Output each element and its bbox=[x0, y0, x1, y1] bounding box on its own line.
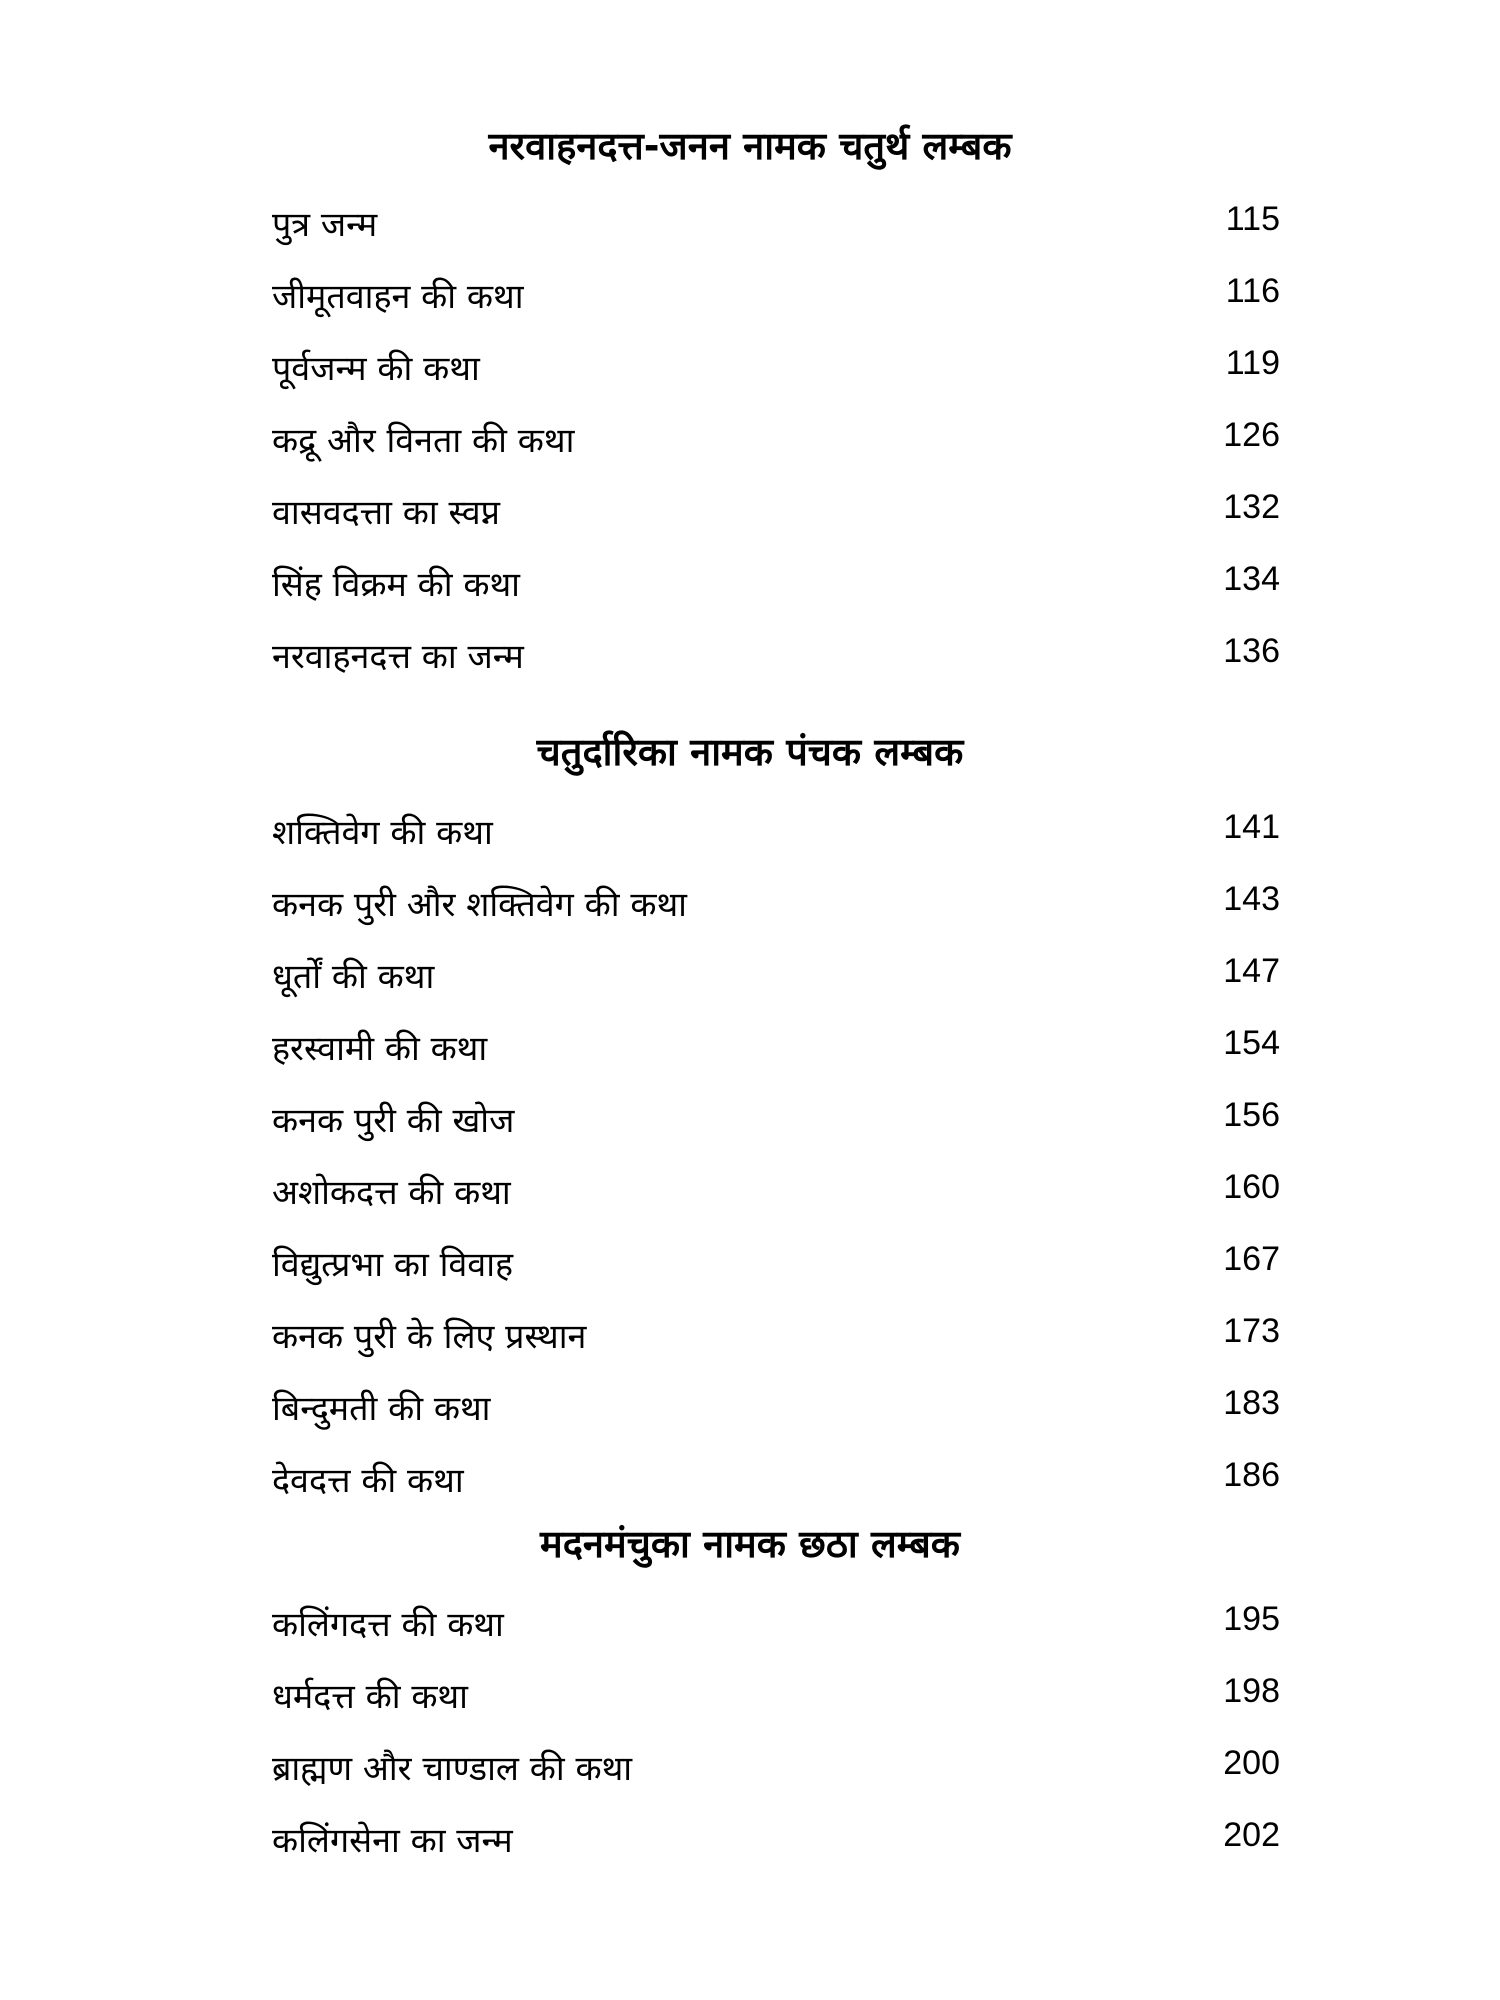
toc-entry bbox=[272, 1452, 1280, 1508]
toc-entry bbox=[272, 948, 1280, 1004]
toc-entry bbox=[272, 1236, 1280, 1292]
toc-entry-title: पुत्र जन्म bbox=[272, 205, 378, 245]
toc-entry-page-number: 156 bbox=[1223, 1096, 1280, 1134]
toc-entry-title: कनक पुरी और शक्तिवेग की कथा bbox=[272, 885, 687, 925]
toc-entry-page-number: 126 bbox=[1223, 416, 1280, 454]
toc-entry-title: अशोकदत्त की कथा bbox=[272, 1173, 511, 1213]
toc-entry-title: कनक पुरी की खोज bbox=[272, 1101, 515, 1141]
toc-entry-title: जीमूतवाहन की कथा bbox=[272, 277, 524, 317]
toc-entry-page-number: 115 bbox=[1225, 200, 1280, 238]
toc-entry-title: कद्रू और विनता की कथा bbox=[272, 421, 575, 461]
toc-entry-title: कलिंगदत्त की कथा bbox=[272, 1605, 504, 1645]
toc-entry-title: नरवाहनदत्त का जन्म bbox=[272, 637, 524, 677]
toc-entry-title: शक्तिवेग की कथा bbox=[272, 813, 493, 853]
toc-entry bbox=[272, 1380, 1280, 1436]
toc-entry bbox=[272, 1596, 1280, 1652]
toc-entry-page-number: 116 bbox=[1225, 272, 1280, 310]
section-title: मदनमंचुका नामक छठा लम्बक bbox=[540, 1522, 960, 1566]
toc-entry-page-number: 119 bbox=[1225, 344, 1280, 382]
toc-entry-page-number: 198 bbox=[1223, 1672, 1280, 1710]
toc-entry-page-number: 136 bbox=[1223, 632, 1280, 670]
toc-entry-title: सिंह विक्रम की कथा bbox=[272, 565, 520, 605]
toc-entry bbox=[272, 268, 1280, 324]
toc-entry-page-number: 141 bbox=[1223, 808, 1280, 846]
toc-entry-title: विद्युत्प्रभा का विवाह bbox=[272, 1245, 514, 1285]
toc-entry bbox=[272, 1668, 1280, 1724]
section-title: नरवाहनदत्त-जनन नामक चतुर्थ लम्बक bbox=[488, 124, 1012, 168]
toc-entry-title: धर्मदत्त की कथा bbox=[272, 1677, 468, 1717]
toc-entry-page-number: 195 bbox=[1223, 1600, 1280, 1638]
toc-entry-page-number: 183 bbox=[1223, 1384, 1280, 1422]
toc-entry bbox=[272, 1812, 1280, 1868]
toc-entry-title: देवदत्त की कथा bbox=[272, 1461, 464, 1501]
toc-entry-page-number: 200 bbox=[1223, 1744, 1280, 1782]
toc-entry-page-number: 173 bbox=[1223, 1312, 1280, 1350]
toc-entry bbox=[272, 196, 1280, 252]
toc-entry bbox=[272, 1020, 1280, 1076]
toc-entry-page-number: 160 bbox=[1223, 1168, 1280, 1206]
toc-entry bbox=[272, 1740, 1280, 1796]
toc-entry bbox=[272, 556, 1280, 612]
toc-entry bbox=[272, 876, 1280, 932]
toc-entry-title: हरस्वामी की कथा bbox=[272, 1029, 488, 1069]
toc-entry-title: ब्राह्मण और चाण्डाल की कथा bbox=[272, 1749, 633, 1789]
toc-entry-title: कनक पुरी के लिए प्रस्थान bbox=[272, 1317, 587, 1357]
toc-entry bbox=[272, 628, 1280, 684]
toc-entry-page-number: 134 bbox=[1223, 560, 1280, 598]
toc-entry-title: कलिंगसेना का जन्म bbox=[272, 1821, 513, 1861]
toc-entry bbox=[272, 484, 1280, 540]
toc-entry bbox=[272, 1164, 1280, 1220]
toc-entry bbox=[272, 1308, 1280, 1364]
toc-entry bbox=[272, 804, 1280, 860]
toc-entry-title: वासवदत्ता का स्वप्न bbox=[272, 493, 500, 533]
toc-entry-page-number: 132 bbox=[1223, 488, 1280, 526]
toc-entry-page-number: 202 bbox=[1223, 1816, 1280, 1854]
toc-entry bbox=[272, 1092, 1280, 1148]
toc-entry-title: बिन्दुमती की कथा bbox=[272, 1389, 491, 1429]
toc-entry-title: पूर्वजन्म की कथा bbox=[272, 349, 480, 389]
toc-entry-page-number: 167 bbox=[1223, 1240, 1280, 1278]
toc-entry-page-number: 143 bbox=[1223, 880, 1280, 918]
toc-entry-page-number: 154 bbox=[1223, 1024, 1280, 1062]
toc-entry-page-number: 147 bbox=[1223, 952, 1280, 990]
toc-entry-page-number: 186 bbox=[1223, 1456, 1280, 1494]
toc-entry bbox=[272, 340, 1280, 396]
section-title: चतुर्दारिका नामक पंचक लम्बक bbox=[536, 730, 964, 774]
toc-entry-title: धूर्तों की कथा bbox=[272, 957, 435, 997]
toc-entry bbox=[272, 412, 1280, 468]
